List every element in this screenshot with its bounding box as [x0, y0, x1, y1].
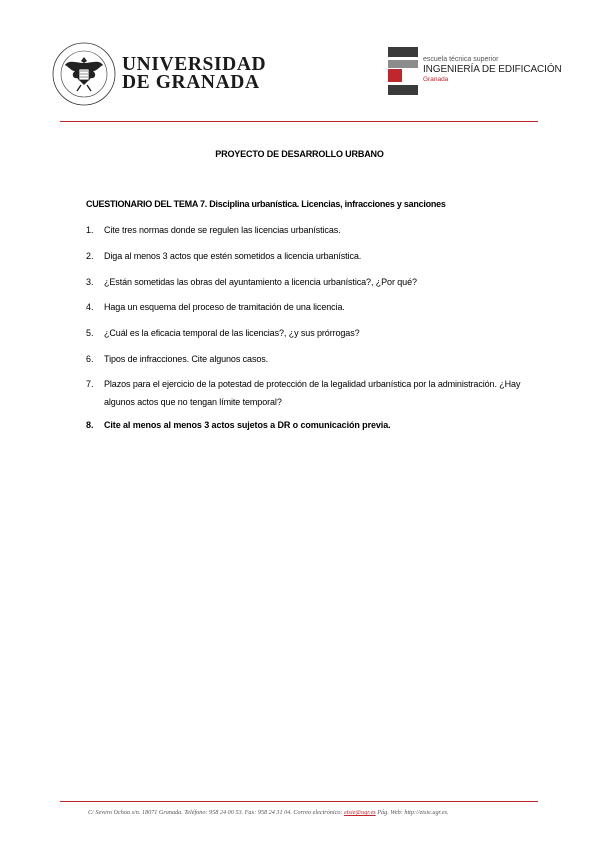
quiz-heading-bold: CUESTIONARIO DEL TEMA 7. — [86, 199, 208, 209]
header-divider — [60, 121, 538, 122]
question-number: 4. — [86, 302, 94, 312]
university-name-line1: UNIVERSIDAD — [122, 54, 267, 75]
question-number: 3. — [86, 277, 94, 287]
question-number: 2. — [86, 251, 94, 261]
school-name: INGENIERÍA DE EDIFICACIÓN — [423, 64, 562, 75]
quiz-heading-rest: Disciplina urbanística. Licencias, infracciones y sanciones — [207, 199, 446, 209]
footer-web: Pág. Web: http://etsie.ugr.es. — [375, 809, 449, 816]
question-number: 6. — [86, 354, 94, 364]
university-seal-icon — [51, 41, 117, 107]
footer-divider — [60, 801, 538, 802]
question-number: 7. — [86, 379, 94, 389]
footer-address: C/ Severo Ochoa s/n. 18071 Granada. Teléfono: 958 24 00 53. Fax: 958 24 31 04. Correo electrónico: — [88, 809, 345, 816]
question-number: 8. — [86, 420, 94, 430]
question-text: ¿Están sometidas las obras del ayuntamiento a licencia urbanística?, ¿Por qué? — [104, 277, 417, 287]
quiz-heading — [86, 199, 446, 209]
university-name-line2: DE GRANADA — [122, 72, 260, 93]
school-label: escuela técnica superior — [423, 56, 499, 63]
question-number: 5. — [86, 328, 94, 338]
question-text: Diga al menos 3 actos que estén sometidos a licencia urbanística. — [104, 251, 362, 261]
school-mark-icon — [388, 47, 418, 95]
question-text: Haga un esquema del proceso de tramitación de una licencia. — [104, 302, 345, 312]
document-title: PROYECTO DE DESARROLLO URBANO — [215, 149, 384, 159]
footer-email-link[interactable]: etsie@ugr.es — [344, 809, 376, 816]
question-text: ¿Cuál es la eficacia temporal de las licencias?, ¿y sus prórrogas? — [104, 328, 360, 338]
question-number: 1. — [86, 225, 94, 235]
footer-contact — [88, 809, 449, 816]
question-text: Plazos para el ejercicio de la potestad de protección de la legalidad urbanística por la administración. ¿Hay algunos actos que no tengan límite temporal? — [104, 379, 521, 407]
school-city: Granada — [423, 76, 449, 83]
question-text: Cite tres normas donde se regulen las licencias urbanísticas. — [104, 225, 341, 235]
question-text: Tipos de infracciones. Cite algunos casos. — [104, 354, 269, 364]
question-text: Cite al menos al menos 3 actos sujetos a DR o comunicación previa. — [104, 420, 391, 430]
